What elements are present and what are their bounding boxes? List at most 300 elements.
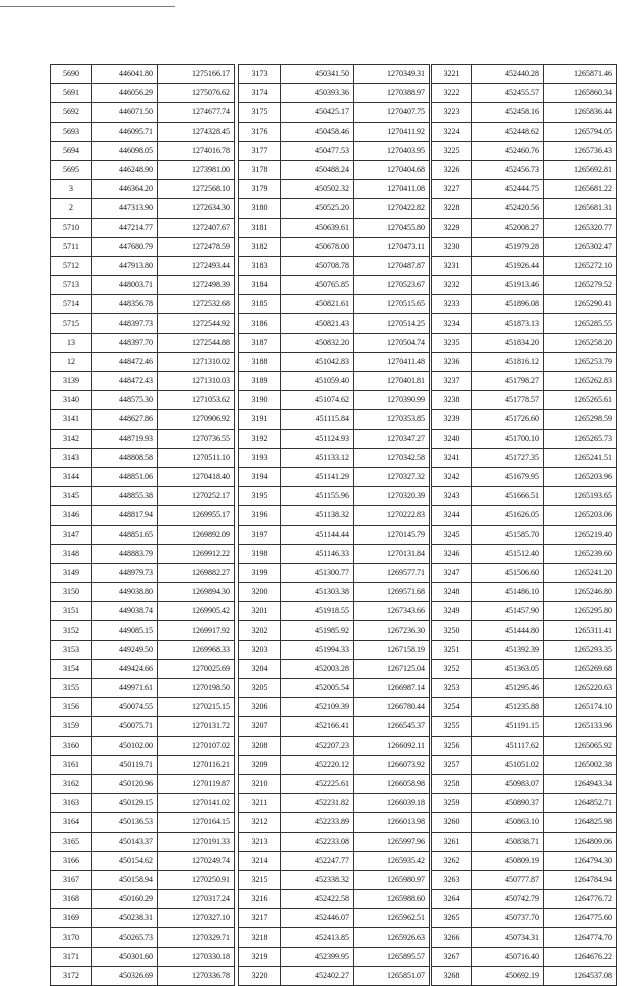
- table-row: [51, 890, 235, 909]
- y-coordinate-cell: 1264774.70: [544, 928, 617, 947]
- x-coordinate-cell: 450477.53: [281, 141, 354, 160]
- x-coordinate-cell: 447313.90: [92, 199, 158, 218]
- x-coordinate-cell: 450838.71: [472, 832, 544, 851]
- x-coordinate-cell: 451798.27: [472, 372, 544, 391]
- y-coordinate-cell: 1269968.33: [158, 640, 235, 659]
- y-coordinate-cell: 1270116.21: [158, 755, 235, 774]
- point-id-cell: 3223: [432, 103, 472, 122]
- table-row: [51, 966, 235, 985]
- table-row: [239, 295, 430, 314]
- table-row: [51, 141, 235, 160]
- x-coordinate-cell: 447913.80: [92, 256, 158, 275]
- table-row: [51, 467, 235, 486]
- point-id-cell: 3254: [432, 698, 472, 717]
- y-coordinate-cell: 1265262.83: [544, 372, 617, 391]
- point-id-cell: 3196: [239, 506, 281, 525]
- point-id-cell: 3144: [51, 467, 92, 486]
- point-id-cell: 3153: [51, 640, 92, 659]
- y-coordinate-cell: 1272532.68: [158, 295, 235, 314]
- x-coordinate-cell: 446364.20: [92, 180, 158, 199]
- point-id-cell: 3164: [51, 813, 92, 832]
- table-row: [432, 160, 617, 179]
- x-coordinate-cell: 452247.77: [281, 851, 354, 870]
- x-coordinate-cell: 450120.96: [92, 774, 158, 793]
- point-id-cell: 3268: [432, 966, 472, 985]
- table-row: [239, 237, 430, 256]
- x-coordinate-cell: 450692.19: [472, 966, 544, 985]
- point-id-cell: 3250: [432, 621, 472, 640]
- y-coordinate-cell: 1270330.18: [158, 947, 235, 966]
- y-coordinate-cell: 1267343.66: [354, 602, 430, 621]
- x-coordinate-cell: 452399.95: [281, 947, 354, 966]
- point-id-cell: 3267: [432, 947, 472, 966]
- x-coordinate-cell: 451146.33: [281, 544, 354, 563]
- point-id-cell: 5691: [51, 84, 92, 103]
- table-row: [239, 794, 430, 813]
- point-id-cell: 3200: [239, 583, 281, 602]
- y-coordinate-cell: 1264852.71: [544, 794, 617, 813]
- y-coordinate-cell: 1270107.02: [158, 736, 235, 755]
- x-coordinate-cell: 451896.08: [472, 295, 544, 314]
- table-row: [239, 583, 430, 602]
- point-id-cell: 3229: [432, 218, 472, 237]
- table-row: [432, 314, 617, 333]
- table-row: [432, 391, 617, 410]
- y-coordinate-cell: 1265133.96: [544, 717, 617, 736]
- table-row: [51, 544, 235, 563]
- point-id-cell: 3154: [51, 659, 92, 678]
- point-id-cell: 5713: [51, 276, 92, 295]
- y-coordinate-cell: 1270487.87: [354, 256, 430, 275]
- y-coordinate-cell: 1265836.44: [544, 103, 617, 122]
- y-coordinate-cell: 1264776.72: [544, 890, 617, 909]
- table-row: [51, 928, 235, 947]
- x-coordinate-cell: 450525.20: [281, 199, 354, 218]
- x-coordinate-cell: 448979.73: [92, 563, 158, 582]
- y-coordinate-cell: 1269577.71: [354, 563, 430, 582]
- x-coordinate-cell: 451585.70: [472, 525, 544, 544]
- point-id-cell: 3258: [432, 774, 472, 793]
- x-coordinate-cell: 451700.10: [472, 429, 544, 448]
- point-id-cell: 3146: [51, 506, 92, 525]
- table-row: [51, 583, 235, 602]
- x-coordinate-cell: 451816.12: [472, 352, 544, 371]
- table-row: [239, 333, 430, 352]
- y-coordinate-cell: 1265311.41: [544, 621, 617, 640]
- y-coordinate-cell: 1265002.38: [544, 755, 617, 774]
- x-coordinate-cell: 451141.29: [281, 467, 354, 486]
- y-coordinate-cell: 1265681.31: [544, 199, 617, 218]
- x-coordinate-cell: 451994.33: [281, 640, 354, 659]
- point-id-cell: 3175: [239, 103, 281, 122]
- x-coordinate-cell: 451506.60: [472, 563, 544, 582]
- table-row: [432, 525, 617, 544]
- point-id-cell: 3240: [432, 429, 472, 448]
- x-coordinate-cell: 448851.65: [92, 525, 158, 544]
- table-row: [432, 621, 617, 640]
- table-row: [51, 218, 235, 237]
- table-row: [51, 563, 235, 582]
- point-id-cell: 3156: [51, 698, 92, 717]
- x-coordinate-cell: 450154.62: [92, 851, 158, 870]
- point-id-cell: 3148: [51, 544, 92, 563]
- y-coordinate-cell: 1270906.92: [158, 410, 235, 429]
- x-coordinate-cell: 448472.46: [92, 352, 158, 371]
- x-coordinate-cell: 450863.10: [472, 813, 544, 832]
- x-coordinate-cell: 446041.80: [92, 65, 158, 84]
- x-coordinate-cell: 450777.87: [472, 870, 544, 889]
- point-id-cell: 3172: [51, 966, 92, 985]
- table-row: [239, 640, 430, 659]
- table-row: [432, 813, 617, 832]
- point-id-cell: 3190: [239, 391, 281, 410]
- table-row: [239, 199, 430, 218]
- x-coordinate-cell: 449038.74: [92, 602, 158, 621]
- x-coordinate-cell: 448397.70: [92, 333, 158, 352]
- y-coordinate-cell: 1270401.81: [354, 372, 430, 391]
- y-coordinate-cell: 1266092.11: [354, 736, 430, 755]
- table-row: [239, 160, 430, 179]
- point-id-cell: 3199: [239, 563, 281, 582]
- y-coordinate-cell: 1265265.73: [544, 429, 617, 448]
- y-coordinate-cell: 1265290.41: [544, 295, 617, 314]
- x-coordinate-cell: 450678.00: [281, 237, 354, 256]
- x-coordinate-cell: 452166.41: [281, 717, 354, 736]
- x-coordinate-cell: 452455.57: [472, 84, 544, 103]
- table-row: [239, 391, 430, 410]
- y-coordinate-cell: 1264784.94: [544, 870, 617, 889]
- x-coordinate-cell: 450393.36: [281, 84, 354, 103]
- table-row: [51, 276, 235, 295]
- point-id-cell: 3163: [51, 794, 92, 813]
- y-coordinate-cell: 1270222.83: [354, 506, 430, 525]
- table-row: [51, 333, 235, 352]
- x-coordinate-cell: 451444.80: [472, 621, 544, 640]
- y-coordinate-cell: 1270411.08: [354, 180, 430, 199]
- x-coordinate-cell: 452220.12: [281, 755, 354, 774]
- y-coordinate-cell: 1265241.51: [544, 448, 617, 467]
- table-row: [432, 544, 617, 563]
- point-id-cell: 3215: [239, 870, 281, 889]
- table-row: [432, 832, 617, 851]
- table-row: [432, 774, 617, 793]
- x-coordinate-cell: 452225.61: [281, 774, 354, 793]
- point-id-cell: 3255: [432, 717, 472, 736]
- y-coordinate-cell: 1272544.88: [158, 333, 235, 352]
- x-coordinate-cell: 450326.69: [92, 966, 158, 985]
- point-id-cell: 3167: [51, 870, 92, 889]
- table-row: [239, 602, 430, 621]
- x-coordinate-cell: 451042.83: [281, 352, 354, 371]
- x-coordinate-cell: 451457.90: [472, 602, 544, 621]
- table-row: [239, 429, 430, 448]
- x-coordinate-cell: 451303.38: [281, 583, 354, 602]
- y-coordinate-cell: 1272498.39: [158, 276, 235, 295]
- table-row: [432, 467, 617, 486]
- y-coordinate-cell: 1270515.65: [354, 295, 430, 314]
- y-coordinate-cell: 1265193.65: [544, 487, 617, 506]
- x-coordinate-cell: 452444.75: [472, 180, 544, 199]
- table-row: [239, 122, 430, 141]
- table-row: [432, 659, 617, 678]
- table-row: [432, 602, 617, 621]
- point-id-cell: 3242: [432, 467, 472, 486]
- y-coordinate-cell: 1266039.18: [354, 794, 430, 813]
- table-row: [51, 813, 235, 832]
- y-coordinate-cell: 1270249.74: [158, 851, 235, 870]
- x-coordinate-cell: 452338.32: [281, 870, 354, 889]
- table-row: [239, 448, 430, 467]
- x-coordinate-cell: 452005.54: [281, 679, 354, 698]
- point-id-cell: 3249: [432, 602, 472, 621]
- x-coordinate-cell: 450742.79: [472, 890, 544, 909]
- table-row: [51, 448, 235, 467]
- x-coordinate-cell: 448575.30: [92, 391, 158, 410]
- table-row: [432, 640, 617, 659]
- x-coordinate-cell: 450639.61: [281, 218, 354, 237]
- y-coordinate-cell: 1272478.59: [158, 237, 235, 256]
- x-coordinate-cell: 450238.31: [92, 909, 158, 928]
- table-row: [239, 698, 430, 717]
- table-row: [51, 65, 235, 84]
- point-id-cell: 2: [51, 199, 92, 218]
- point-id-cell: 3207: [239, 717, 281, 736]
- table-row: [51, 717, 235, 736]
- x-coordinate-cell: 452420.56: [472, 199, 544, 218]
- table-row: [432, 448, 617, 467]
- y-coordinate-cell: 1265203.96: [544, 467, 617, 486]
- point-id-cell: 3212: [239, 813, 281, 832]
- table-row: [239, 966, 430, 985]
- point-id-cell: 3150: [51, 583, 92, 602]
- table-row: [239, 774, 430, 793]
- y-coordinate-cell: 1265241.20: [544, 563, 617, 582]
- y-coordinate-cell: 1274328.45: [158, 122, 235, 141]
- y-coordinate-cell: 1270327.10: [158, 909, 235, 928]
- y-coordinate-cell: 1265279.52: [544, 276, 617, 295]
- x-coordinate-cell: 450983.07: [472, 774, 544, 793]
- x-coordinate-cell: 450074.55: [92, 698, 158, 717]
- point-id-cell: 3177: [239, 141, 281, 160]
- y-coordinate-cell: 1266545.37: [354, 717, 430, 736]
- table-row: [239, 141, 430, 160]
- point-id-cell: 3248: [432, 583, 472, 602]
- table-row: [51, 755, 235, 774]
- table-row: [51, 352, 235, 371]
- y-coordinate-cell: 1270347.27: [354, 429, 430, 448]
- point-id-cell: 3171: [51, 947, 92, 966]
- y-coordinate-cell: 1275166.17: [158, 65, 235, 84]
- point-id-cell: 5695: [51, 160, 92, 179]
- y-coordinate-cell: 1270390.99: [354, 391, 430, 410]
- x-coordinate-cell: 446071.50: [92, 103, 158, 122]
- point-id-cell: 5710: [51, 218, 92, 237]
- x-coordinate-cell: 449085.15: [92, 621, 158, 640]
- y-coordinate-cell: 1271053.62: [158, 391, 235, 410]
- table-row: [239, 410, 430, 429]
- point-id-cell: 3141: [51, 410, 92, 429]
- point-id-cell: 3228: [432, 199, 472, 218]
- point-id-cell: 3166: [51, 851, 92, 870]
- y-coordinate-cell: 1270320.39: [354, 487, 430, 506]
- table-row: [239, 256, 430, 275]
- table-row: [239, 909, 430, 928]
- point-id-cell: 3227: [432, 180, 472, 199]
- x-coordinate-cell: 451191.15: [472, 717, 544, 736]
- point-id-cell: 3203: [239, 640, 281, 659]
- table-row: [432, 180, 617, 199]
- y-coordinate-cell: 1270250.91: [158, 870, 235, 889]
- point-id-cell: 3147: [51, 525, 92, 544]
- x-coordinate-cell: 451117.62: [472, 736, 544, 755]
- x-coordinate-cell: 451918.55: [281, 602, 354, 621]
- table-row: [51, 199, 235, 218]
- table-row: [432, 563, 617, 582]
- table-row: [239, 621, 430, 640]
- point-id-cell: 3159: [51, 717, 92, 736]
- x-coordinate-cell: 447214.77: [92, 218, 158, 237]
- table-row: [432, 256, 617, 275]
- x-coordinate-cell: 451512.40: [472, 544, 544, 563]
- point-id-cell: 3265: [432, 909, 472, 928]
- y-coordinate-cell: 1265692.81: [544, 160, 617, 179]
- x-coordinate-cell: 448808.58: [92, 448, 158, 467]
- point-id-cell: 3238: [432, 391, 472, 410]
- point-id-cell: 3178: [239, 160, 281, 179]
- x-coordinate-cell: 452207.23: [281, 736, 354, 755]
- x-coordinate-cell: 451059.40: [281, 372, 354, 391]
- table-row: [51, 736, 235, 755]
- table-row: [51, 256, 235, 275]
- table-row: [51, 774, 235, 793]
- x-coordinate-cell: 452008.27: [472, 218, 544, 237]
- table-row: [432, 736, 617, 755]
- point-id-cell: 5694: [51, 141, 92, 160]
- table-row: [432, 103, 617, 122]
- table-row: [239, 717, 430, 736]
- point-id-cell: 3152: [51, 621, 92, 640]
- table-row: [51, 525, 235, 544]
- y-coordinate-cell: 1270404.68: [354, 160, 430, 179]
- point-id-cell: 3204: [239, 659, 281, 678]
- table-row: [432, 372, 617, 391]
- y-coordinate-cell: 1270252.17: [158, 487, 235, 506]
- point-id-cell: 3160: [51, 736, 92, 755]
- x-coordinate-cell: 451873.13: [472, 314, 544, 333]
- table-row: [432, 410, 617, 429]
- point-id-cell: 3241: [432, 448, 472, 467]
- y-coordinate-cell: 1270411.48: [354, 352, 430, 371]
- table-row: [239, 813, 430, 832]
- table-row: [239, 928, 430, 947]
- table-row: [432, 947, 617, 966]
- table-row: [432, 218, 617, 237]
- table-row: [51, 698, 235, 717]
- table-row: [51, 237, 235, 256]
- x-coordinate-cell: 452231.82: [281, 794, 354, 813]
- table-row: [51, 84, 235, 103]
- point-id-cell: 3243: [432, 487, 472, 506]
- table-row: [239, 659, 430, 678]
- point-id-cell: 3186: [239, 314, 281, 333]
- y-coordinate-cell: 1272634.30: [158, 199, 235, 218]
- point-id-cell: 3219: [239, 947, 281, 966]
- x-coordinate-cell: 452460.76: [472, 141, 544, 160]
- table-row: [239, 467, 430, 486]
- table-row: [432, 794, 617, 813]
- table-row: [432, 679, 617, 698]
- table-row: [51, 295, 235, 314]
- point-id-cell: 3221: [432, 65, 472, 84]
- table-row: [239, 218, 430, 237]
- point-id-cell: 3185: [239, 295, 281, 314]
- y-coordinate-cell: 1265258.20: [544, 333, 617, 352]
- x-coordinate-cell: 450136.53: [92, 813, 158, 832]
- table-row: [432, 84, 617, 103]
- y-coordinate-cell: 1271310.02: [158, 352, 235, 371]
- point-id-cell: 3232: [432, 276, 472, 295]
- table-row: [432, 870, 617, 889]
- point-id-cell: 3211: [239, 794, 281, 813]
- point-id-cell: 5692: [51, 103, 92, 122]
- y-coordinate-cell: 1270317.24: [158, 890, 235, 909]
- table-row: [239, 736, 430, 755]
- y-coordinate-cell: 1270455.80: [354, 218, 430, 237]
- point-id-cell: 5711: [51, 237, 92, 256]
- point-id-cell: 3253: [432, 679, 472, 698]
- y-coordinate-cell: 1270198.50: [158, 679, 235, 698]
- x-coordinate-cell: 452456.73: [472, 160, 544, 179]
- table-row: [432, 928, 617, 947]
- y-coordinate-cell: 1272407.67: [158, 218, 235, 237]
- point-id-cell: 3264: [432, 890, 472, 909]
- table-row: [51, 506, 235, 525]
- x-coordinate-cell: 450341.50: [281, 65, 354, 84]
- table-row: [239, 755, 430, 774]
- point-id-cell: 3180: [239, 199, 281, 218]
- y-coordinate-cell: 1273981.00: [158, 160, 235, 179]
- y-coordinate-cell: 1265174.10: [544, 698, 617, 717]
- x-coordinate-cell: 450765.85: [281, 276, 354, 295]
- table-row: [239, 84, 430, 103]
- point-id-cell: 3245: [432, 525, 472, 544]
- x-coordinate-cell: 451144.44: [281, 525, 354, 544]
- point-id-cell: 3205: [239, 679, 281, 698]
- point-id-cell: 3162: [51, 774, 92, 793]
- x-coordinate-cell: 450890.37: [472, 794, 544, 813]
- table-row: [432, 909, 617, 928]
- x-coordinate-cell: 450158.94: [92, 870, 158, 889]
- y-coordinate-cell: 1270418.40: [158, 467, 235, 486]
- x-coordinate-cell: 448627.86: [92, 410, 158, 429]
- table-row: [51, 410, 235, 429]
- point-id-cell: 3142: [51, 429, 92, 448]
- x-coordinate-cell: 449424.66: [92, 659, 158, 678]
- point-id-cell: 3224: [432, 122, 472, 141]
- y-coordinate-cell: 1272568.10: [158, 180, 235, 199]
- y-coordinate-cell: 1270131.72: [158, 717, 235, 736]
- y-coordinate-cell: 1265265.61: [544, 391, 617, 410]
- y-coordinate-cell: 1265320.77: [544, 218, 617, 237]
- x-coordinate-cell: 451300.77: [281, 563, 354, 582]
- table-row: [432, 122, 617, 141]
- y-coordinate-cell: 1265871.46: [544, 65, 617, 84]
- table-row: [432, 237, 617, 256]
- point-id-cell: 3189: [239, 372, 281, 391]
- point-id-cell: 3233: [432, 295, 472, 314]
- y-coordinate-cell: 1270336.78: [158, 966, 235, 985]
- table-row: [432, 851, 617, 870]
